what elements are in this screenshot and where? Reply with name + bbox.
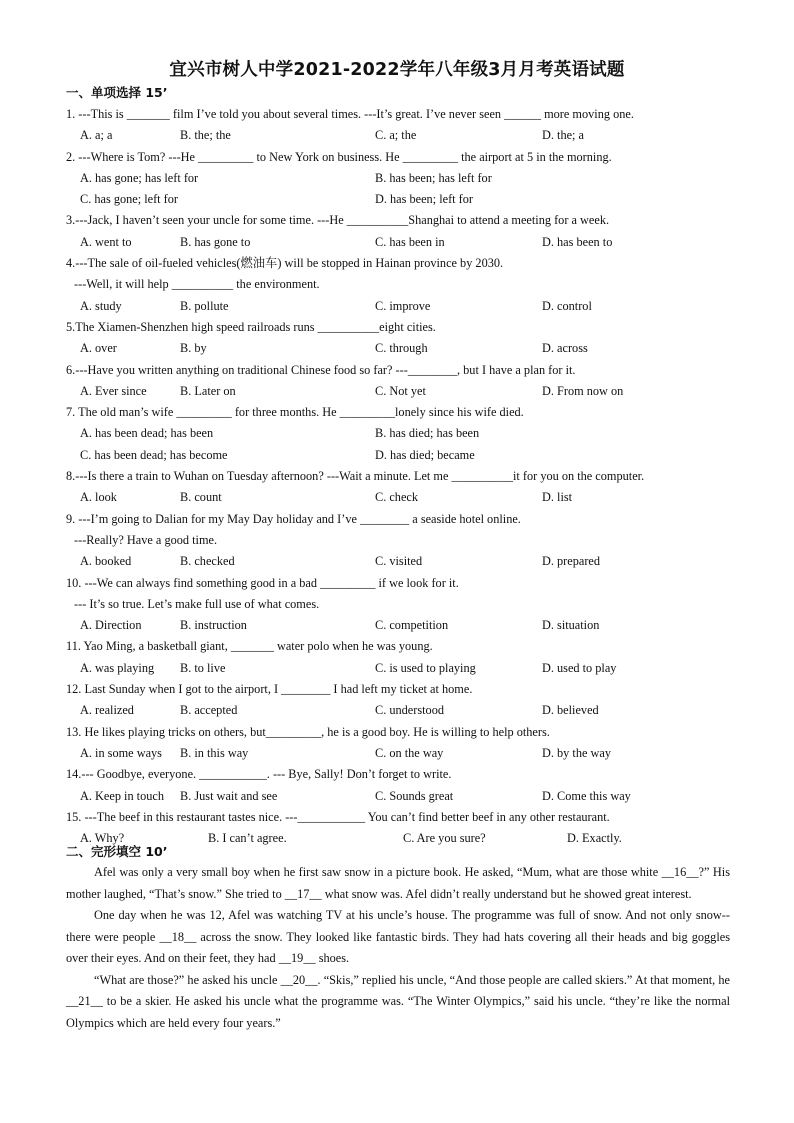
answer-option: C. on the way (375, 745, 444, 760)
answer-option: B. accepted (180, 703, 238, 718)
question-stem: 15. ---The beef in this restaurant tastes nice. ---___________ You can’t find better beef in any other restaurant. (66, 809, 610, 824)
answer-option: A. Ever since (80, 383, 147, 398)
options-row (66, 658, 736, 679)
passage-paragraph: “What are those?” he asked his uncle __20__. “Skis,” replied his uncle, “And those people are called skiers.” At that moment, he __21__ to be a skier. He asked his uncle what the programme was. “The Winter Olympics,” said his uncle. “they’re like the normal Olympics which are held every four years.” (66, 972, 730, 1030)
question-stem: 9. ---I’m going to Dalian for my May Day holiday and I’ve ________ a seaside hotel online. (66, 511, 521, 526)
question-list (66, 104, 736, 849)
answer-option: C. is used to playing (375, 660, 476, 675)
answer-option: A. Direction (80, 618, 142, 633)
answer-option: B. pollute (180, 298, 229, 313)
answer-option: C. visited (375, 554, 423, 569)
options-row (66, 232, 736, 253)
answer-option: B. has died; has been (375, 426, 480, 441)
options-row (66, 786, 736, 807)
answer-option: D. has been to (542, 234, 613, 249)
answer-option: C. a; the (375, 128, 417, 143)
answer-option: A. over (80, 341, 117, 356)
options-row (66, 296, 736, 317)
answer-option: D. across (542, 341, 588, 356)
answer-option: B. has gone to (180, 234, 251, 249)
answer-option: C. understood (375, 703, 444, 718)
answer-option: D. prepared (542, 554, 601, 569)
answer-option: A. was playing (80, 660, 155, 675)
answer-option: D. used to play (542, 660, 617, 675)
question-stem: 8.---Is there a train to Wuhan on Tuesday afternoon? ---Wait a minute. Let me __________it for you on the computer. (66, 469, 645, 484)
question-stem: 12. Last Sunday when I got to the airport, I ________ I had left my ticket at home. (66, 682, 473, 697)
answer-option: C. has been dead; has become (80, 447, 228, 462)
answer-option: D. believed (542, 703, 599, 718)
answer-option: B. in this way (180, 745, 249, 760)
answer-option: B. the; the (180, 128, 231, 143)
answer-option: A. has been dead; has been (80, 426, 214, 441)
question-stem: 10. ---We can always find something good in a bad _________ if we look for it. (66, 575, 459, 590)
answer-option: B. instruction (180, 618, 247, 633)
answer-option: B. Later on (180, 383, 236, 398)
answer-option: C. check (375, 490, 419, 505)
answer-option: D. the; a (542, 128, 585, 143)
question-stem: --- It’s so true. Let’s make full use of what comes. (74, 596, 320, 611)
answer-option: A. Keep in touch (80, 788, 165, 803)
answer-option: C. improve (375, 298, 431, 313)
passage-paragraph: One day when he was 12, Afel was watching TV at his uncle’s house. The programme was full of snow. And not only snow--there were people __18__ across the snow. They looked like fantastic birds. They had hats covering all their heads and big goggles over their eyes. And on their feet, they had __19__ shoes. (66, 908, 730, 965)
answer-option: C. Sounds great (375, 788, 454, 803)
answer-option: A. realized (80, 703, 134, 718)
answer-option: A. a; a (80, 128, 113, 143)
question-stem: 2. ---Where is Tom? ---He _________ to New York on business. He _________ the airport at 5 in the morning. (66, 149, 612, 164)
options-row (66, 338, 736, 359)
answer-option: A. went to (80, 234, 132, 249)
answer-option: D. has been; left for (375, 192, 473, 207)
answer-option: B. Just wait and see (180, 788, 278, 803)
options-row (66, 445, 736, 466)
answer-option: D. control (542, 298, 592, 313)
options-row (66, 423, 736, 444)
answer-option: A. look (80, 490, 117, 505)
answer-option: D. Exactly. (567, 831, 622, 846)
page-title: 宜兴市树人中学2021-2022学年八年级3月月考英语试题 (169, 60, 625, 80)
options-row (66, 381, 736, 402)
answer-option: A. booked (80, 554, 132, 569)
answer-option: D. situation (542, 618, 600, 633)
options-row (66, 700, 736, 721)
answer-option: C. competition (375, 618, 449, 633)
question-stem: 7. The old man’s wife _________ for three months. He _________lonely since his wife died. (66, 405, 524, 420)
cloze-passage (66, 862, 730, 1034)
answer-option: B. checked (180, 554, 235, 569)
question-stem: 6.---Have you written anything on traditional Chinese food so far? ---________, but I have a plan for it. (66, 362, 576, 377)
answer-option: B. I can’t agree. (208, 831, 287, 846)
question-stem: ---Well, it will help __________ the environment. (74, 277, 320, 292)
answer-option: C. through (375, 341, 428, 356)
question-stem: 14.--- Goodbye, everyone. ___________. --- Bye, Sally! Don’t forget to write. (66, 767, 452, 782)
section-heading-multiple-choice: 一、单项选择 15’ (66, 85, 168, 100)
answer-option: C. has been in (375, 234, 445, 249)
options-row (66, 551, 736, 572)
question-stem: 13. He likes playing tricks on others, but_________, he is a good boy. He is willing to help others. (66, 724, 550, 739)
options-row (66, 189, 736, 210)
answer-option: A. in some ways (80, 745, 162, 760)
answer-option: B. to live (180, 660, 226, 675)
question-stem: 11. Yao Ming, a basketball giant, _______ water polo when he was young. (66, 639, 433, 654)
question-stem: 3.---Jack, I haven’t seen your uncle for some time. ---He __________Shanghai to attend a meeting for a week. (66, 213, 610, 228)
answer-option: D. From now on (542, 383, 624, 398)
answer-option: A. has gone; has left for (80, 170, 199, 185)
answer-option: C. has gone; left for (80, 192, 179, 207)
question-stem: 1. ---This is _______ film I’ve told you about several times. ---It’s great. I’ve never seen ______ more moving one. (66, 107, 634, 121)
answer-option: D. Come this way (542, 788, 631, 803)
options-row (66, 487, 736, 508)
answer-option: C. Not yet (375, 383, 426, 398)
answer-option: D. by the way (542, 745, 611, 760)
question-stem: ---Really? Have a good time. (74, 532, 218, 547)
question-stem: 4.---The sale of oil-fueled vehicles(燃油车) will be stopped in Hainan province by 2030. (66, 256, 504, 271)
answer-option: A. study (80, 298, 122, 313)
options-row (66, 615, 736, 636)
options-row (66, 125, 736, 146)
answer-option: B. count (180, 490, 222, 505)
answer-option: B. by (180, 341, 207, 356)
answer-option: A. Why? (80, 831, 125, 846)
options-row (66, 168, 736, 189)
answer-option: B. has been; has left for (375, 170, 492, 185)
answer-option: D. list (542, 490, 573, 505)
question-stem: 5.The Xiamen-Shenzhen high speed railroads runs __________eight cities. (66, 319, 436, 334)
section-heading-cloze: 二、完形填空 10’ (66, 844, 168, 859)
answer-option: C. Are you sure? (403, 831, 486, 846)
options-row (66, 743, 736, 764)
answer-option: D. has died; became (375, 447, 475, 462)
passage-paragraph: Afel was only a very small boy when he first saw snow in a picture book. He asked, “Mum, what are those white __16__?” His mother laughed, “That’s snow.” She tried to __17__ what snow was. Afel didn’t really understand but he showed great interest. (66, 865, 730, 901)
